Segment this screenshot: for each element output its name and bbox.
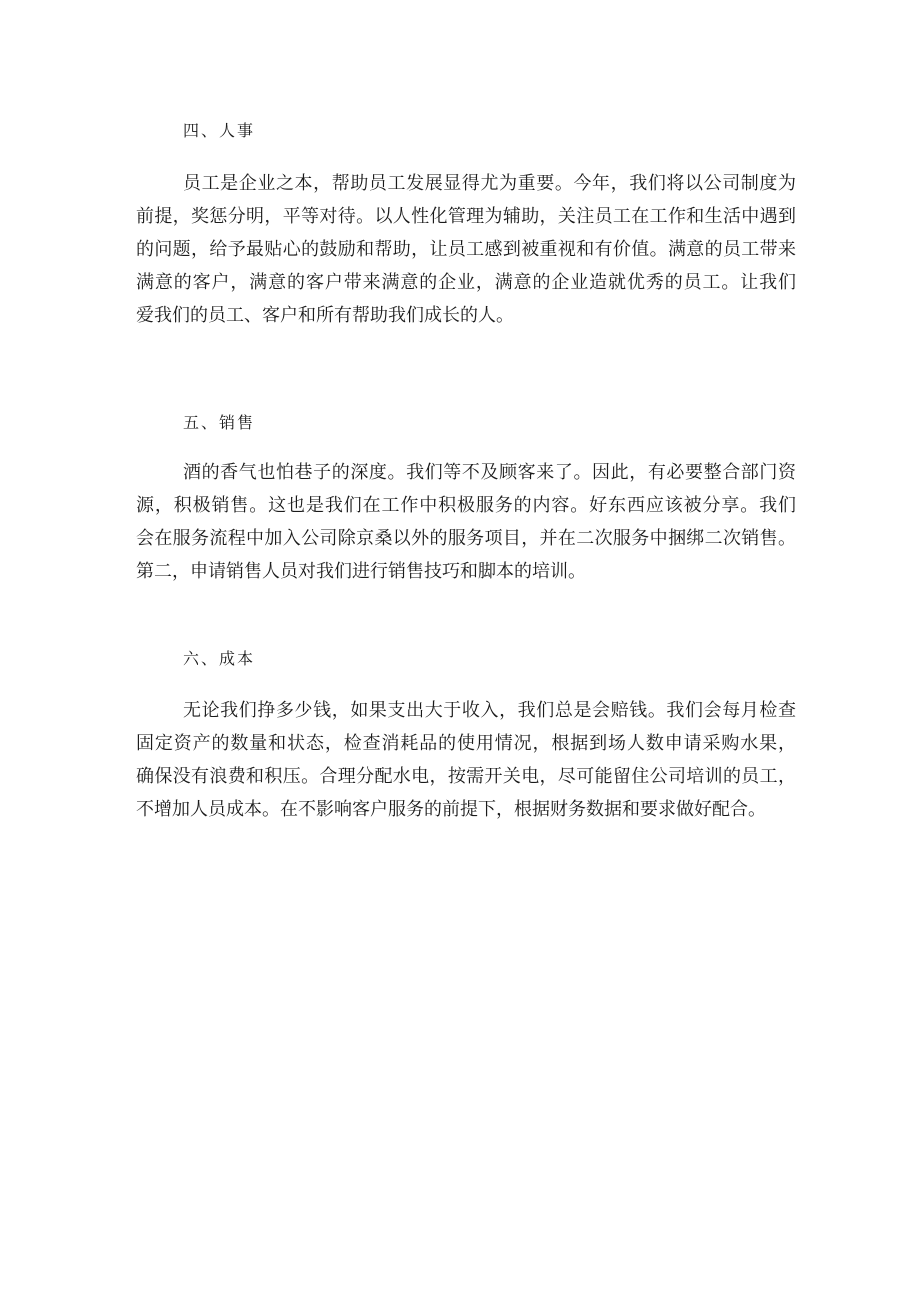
section-paragraph-cost [136, 694, 796, 826]
section-paragraph-sales [136, 456, 796, 588]
section-paragraph-personnel [136, 167, 796, 332]
paragraph-line: 满意的客户，满意的客户带来满意的企业，满意的企业造就优秀的员工。让我们 [136, 272, 796, 293]
paragraph-line: 酒的香气也怕巷子的深度。我们等不及顾客来了。因此，有必要整合部门资 [183, 462, 796, 483]
section-heading-cost: 六、成本 [183, 649, 256, 668]
section-heading-sales: 五、销售 [183, 413, 256, 432]
paragraph-line: 不增加人员成本。在不影响客户服务的前提下，根据财务数据和要求做好配合。 [136, 799, 766, 820]
paragraph-line: 无论我们挣多少钱，如果支出大于收入，我们总是会赔钱。我们会每月检查 [183, 700, 796, 721]
paragraph-line: 爱我们的员工、客户和所有帮助我们成长的人。 [136, 305, 514, 326]
paragraph-line: 确保没有浪费和积压。合理分配水电，按需开关电，尽可能留住公司培训的员工， [136, 766, 796, 787]
paragraph-line: 前提，奖惩分明，平等对待。以人性化管理为辅助，关注员工在工作和生活中遇到 [136, 206, 796, 227]
paragraph-line: 的问题，给予最贴心的鼓励和帮助，让员工感到被重视和有价值。满意的员工带来 [136, 239, 796, 260]
section-heading-personnel: 四、人事 [183, 121, 256, 140]
paragraph-line: 员工是企业之本，帮助员工发展显得尤为重要。今年，我们将以公司制度为 [183, 173, 796, 194]
paragraph-line: 第二，申请销售人员对我们进行销售技巧和脚本的培训。 [136, 561, 586, 582]
paragraph-line: 源，积极销售。这也是我们在工作中积极服务的内容。好东西应该被分享。我们 [136, 495, 796, 516]
paragraph-line: 会在服务流程中加入公司除京桑以外的服务项目，并在二次服务中捆绑二次销售。 [136, 528, 796, 549]
paragraph-line: 固定资产的数量和状态，检查消耗品的使用情况，根据到场人数申请采购水果， [136, 733, 796, 754]
